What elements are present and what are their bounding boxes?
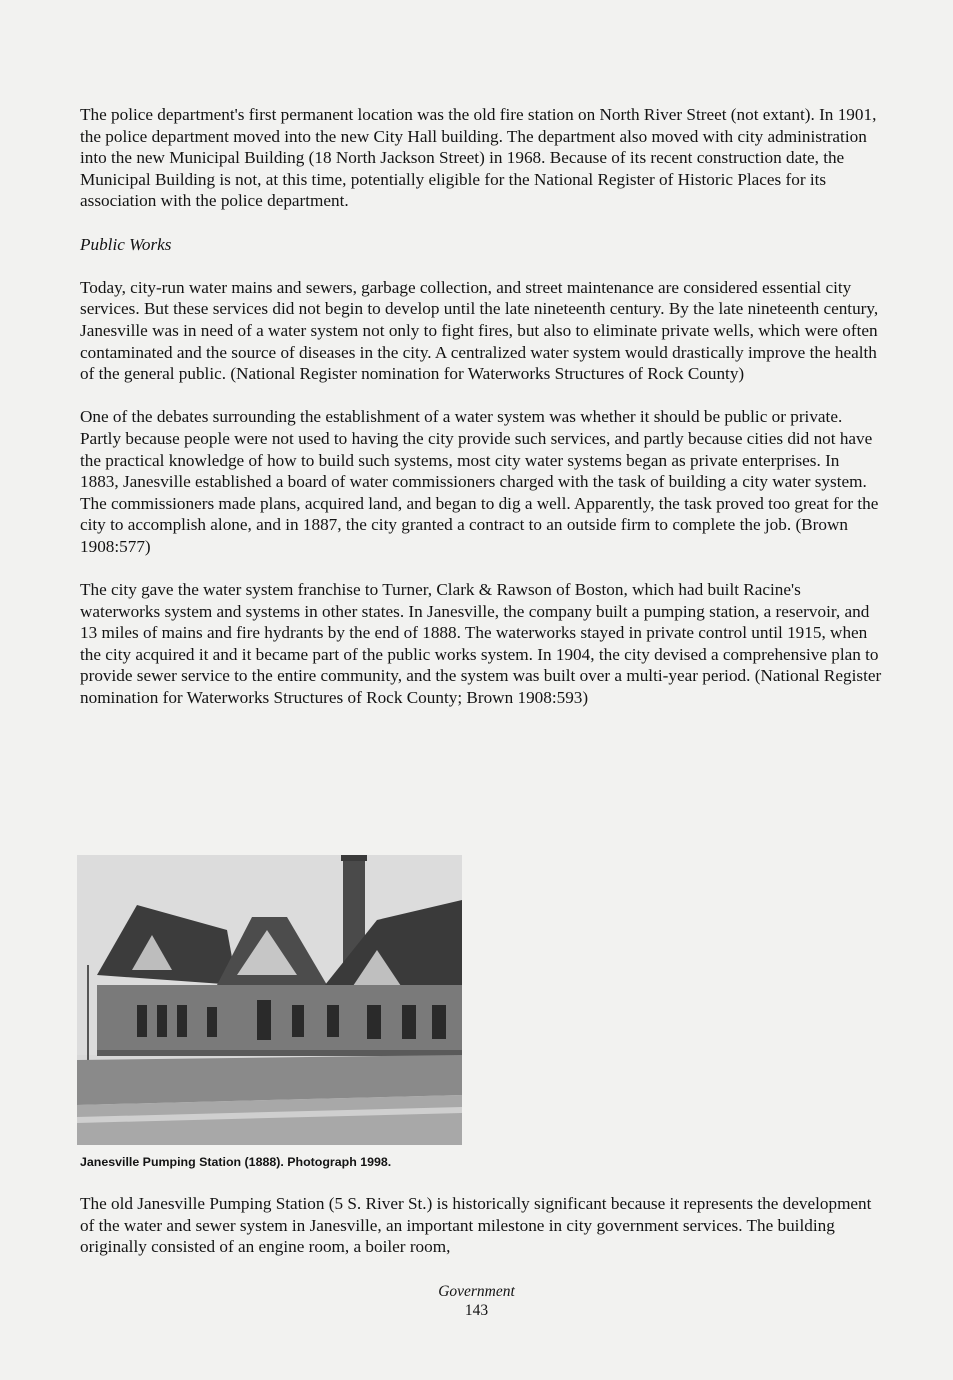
paragraph-franchise: The city gave the water system franchise to Turner, Clark & Rawson of Boston, which had built Racine's waterworks system and systems in other states. In Janesville, the company built a pumping station, a reservoir, and 13 miles of mains and fire hydrants by the end of 1888. The waterworks stayed in private control until 1915, when the city acquired it and it became part of the public works system. In 1904, the city devised a comprehensive plan to provide sewer service to the entire community, and the system was built over a multi-year period. (National Register nomination for Waterworks Structures of Rock County; Brown 1908:593) bbox=[80, 580, 882, 708]
main-text bbox=[80, 104, 882, 709]
paragraph-police: The police department's first permanent location was the old fire station on North River Street (not extant). In 1901, the police department moved into the new City Hall building. The department also moved with city administration into the new Municipal Building (18 North Jackson Street) in 1968. Because of its recent construction date, the Municipal Building is not, at this time, potentially eligible for the National Register of Historic Places for its association with the police department. bbox=[80, 105, 877, 211]
photo-caption: Janesville Pumping Station (1888). Photograph 1998. bbox=[80, 1155, 392, 1169]
footer-section-title: Government bbox=[438, 1283, 515, 1300]
page-number: 143 bbox=[464, 1302, 489, 1319]
section-heading-public-works: Public Works bbox=[80, 234, 172, 254]
paragraph-pumping-station: The old Janesville Pumping Station (5 S. River St.) is historically significant because it represents the development of the water and sewer system in Janesville, an important milestone in city government services. The building originally consisted of an engine room, a boiler room, bbox=[80, 1194, 872, 1257]
pumping-station-photo bbox=[77, 855, 462, 1145]
closing-text bbox=[80, 1193, 882, 1258]
paragraph-debates: One of the debates surrounding the establishment of a water system was whether it should be public or private. Partly because people were not used to having the city provide such services, and partly because cities did not have the practical knowledge of how to build such systems, most city water systems began as private enterprises. In 1883, Janesville established a board of water commissioners charged with the task of building a city water system. The commissioners made plans, acquired land, and began to dig a well. Apparently, the task proved too great for the city to accomplish alone, and in 1887, the city granted a contract to an outside firm to complete the job. (Brown 1908:577) bbox=[80, 407, 879, 556]
paragraph-today: Today, city-run water mains and sewers, garbage collection, and street maintenance are considered essential city services. But these services did not begin to develop until the late nineteenth century. By the late nineteenth century, Janesville was in need of a water system not only to fight fires, but also to eliminate private wells, which were often contaminated and the source of diseases in the city. A centralized water system would drastically improve the health of the general public. (National Register nomination for Waterworks Structures of Rock County) bbox=[80, 277, 879, 384]
page-footer bbox=[0, 1282, 953, 1320]
